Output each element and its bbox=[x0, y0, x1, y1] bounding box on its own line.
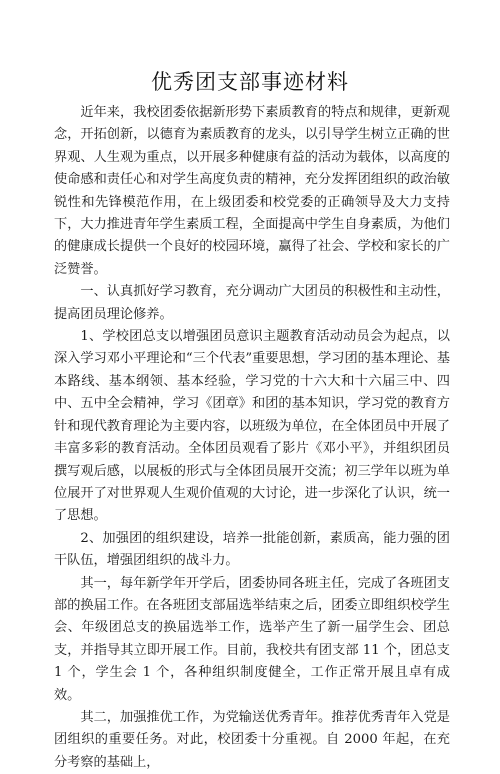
paragraph-first-point: 其一，每年新学年开学后，团委协同各班主任，完成了各班团支部的换届工作。在各班团支部届选举结束之后，团委立即组织校学生会、年级团总支的换届选举工作，选举产生了新一届学生会、团总支，并指导其立即开展工作。目前，我校共有团支部 11 个，团总支 1 个，学生会 1 个，各种组织制度健全，工作正常开展且卓有成效。 bbox=[54, 575, 450, 703]
paragraph-section-1-heading: 一、认真抓好学习教育，充分调动广大团员的积极性和主动性，提高团员理论修养。 bbox=[54, 284, 450, 322]
document-body bbox=[54, 102, 450, 774]
paragraph-intro: 近年来，我校团委依据新形势下素质教育的特点和规律，更新观念，开拓创新，以德育为素质教育的龙头，以引导学生树立正确的世界观、人生观为重点，以开展多种健康有益的活动为载体，以高度的使命感和责任心和对学生高度负责的精神，充分发挥团组织的政治敏锐性和先锋模范作用，在上级团委和校党委的正确领导及大力支持下，大力推进青年学生素质工程，全面提高中学生自身素质，为他们的健康成长提供一个良好的校园环境，赢得了社会、学校和家长的广泛赞誉。 bbox=[54, 105, 450, 277]
paragraph-item-2: 2、加强团的组织建设，培养一批能创新，素质高，能力强的团干队伍，增强团组织的战斗力。 bbox=[54, 530, 450, 569]
paragraph-item-1: 1、学校团总支以增强团员意识主题教育活动动员会为起点，以深入学习邓小平理论和“三个代表”重要思想，学习团的基本理论、基本路线、基本纲领、基本经验，学习党的十六大和十六届三中、四中、五中全会精神，学习《团章》和团的基本知识，学习党的教育方针和现代教育理论为主要内容，以班级为单位，在全体团员中开展了丰富多彩的教育活动。全体团员观看了影片《邓小平》，并组织团员撰写观后感，以展板的形式与全体团员展开交流；初三学年以班为单位展开了对世界观人生观价值观的大讨论，进一步深化了认识，统一了思想。 bbox=[54, 329, 450, 524]
document-title: 优秀团支部事迹材料 bbox=[151, 70, 349, 94]
paragraph-second-point: 其二，加强推优工作，为党输送优秀青年。推荐优秀青年入党是团组织的重要任务。对此，校团委十分重视。自 2000 年起，在充分考察的基础上， bbox=[54, 709, 450, 770]
